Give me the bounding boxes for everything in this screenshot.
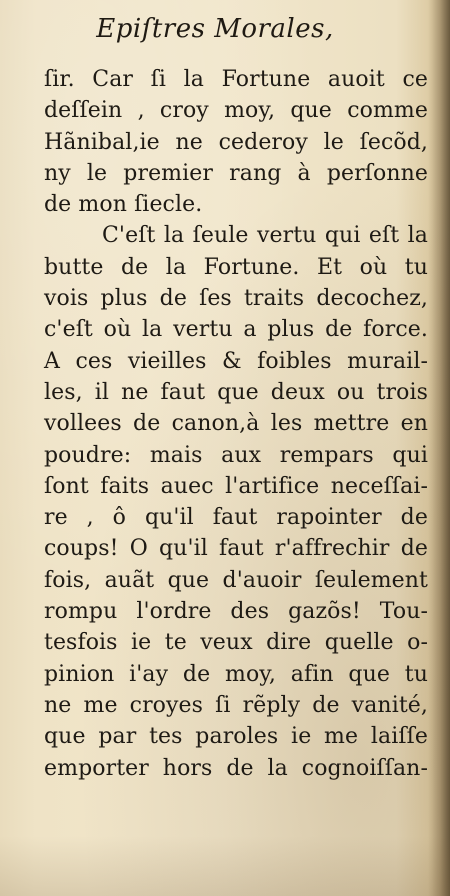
text-line: pinion i'ay de moy, afin que tu bbox=[44, 661, 428, 687]
text-line: tesfois ie te veux dire quelle o- bbox=[44, 630, 428, 656]
text-line: les, il ne faut que deux ou trois bbox=[44, 379, 428, 405]
text-block bbox=[44, 64, 428, 784]
text-line: deſſein , croy moy, que comme bbox=[44, 98, 428, 124]
text-line: fois, auãt que d'auoir ſeulement bbox=[44, 567, 428, 593]
text-line: coups! O qu'il faut r'affrechir de bbox=[44, 536, 428, 562]
text-line: A ces vieilles & foibles murail- bbox=[44, 348, 428, 374]
page-edge-shadow bbox=[428, 0, 450, 896]
text-line: vois plus de ſes traits decochez, bbox=[44, 286, 428, 312]
page-bottom-shade bbox=[0, 836, 450, 896]
running-head: Epiſtres Morales, bbox=[96, 14, 334, 44]
text-line: ne me croyes ſi rẽply de vanité, bbox=[44, 692, 428, 718]
text-line: emporter hors de la cognoiſſan- bbox=[44, 755, 428, 781]
text-line: re , ô qu'il faut rapointer de bbox=[44, 505, 428, 531]
text-line: que par tes paroles ie me laiſſe bbox=[44, 724, 428, 750]
text-line: c'eſt où la vertu a plus de force. bbox=[44, 317, 428, 343]
text-line: ſir. Car ſi la Fortune auoit ce bbox=[44, 67, 428, 92]
text-line: de mon ſiecle. bbox=[44, 192, 203, 218]
text-line: ſont faits auec l'artifice neceſſai- bbox=[44, 473, 428, 499]
text-line: C'eſt la ſeule vertu qui eſt la bbox=[102, 223, 428, 249]
text-line: Hãnibal,ie ne cederoy le ſecõd, bbox=[44, 129, 428, 155]
text-line: poudre: mais aux rempars qui bbox=[44, 442, 428, 468]
text-line: butte de la Fortune. Et où tu bbox=[44, 254, 428, 280]
text-line: vollees de canon,à les mettre en bbox=[44, 411, 428, 437]
text-line: ny le premier rang à perſonne bbox=[44, 160, 428, 186]
text-line: rompu l'ordre des gazõs! Tou- bbox=[44, 599, 428, 625]
